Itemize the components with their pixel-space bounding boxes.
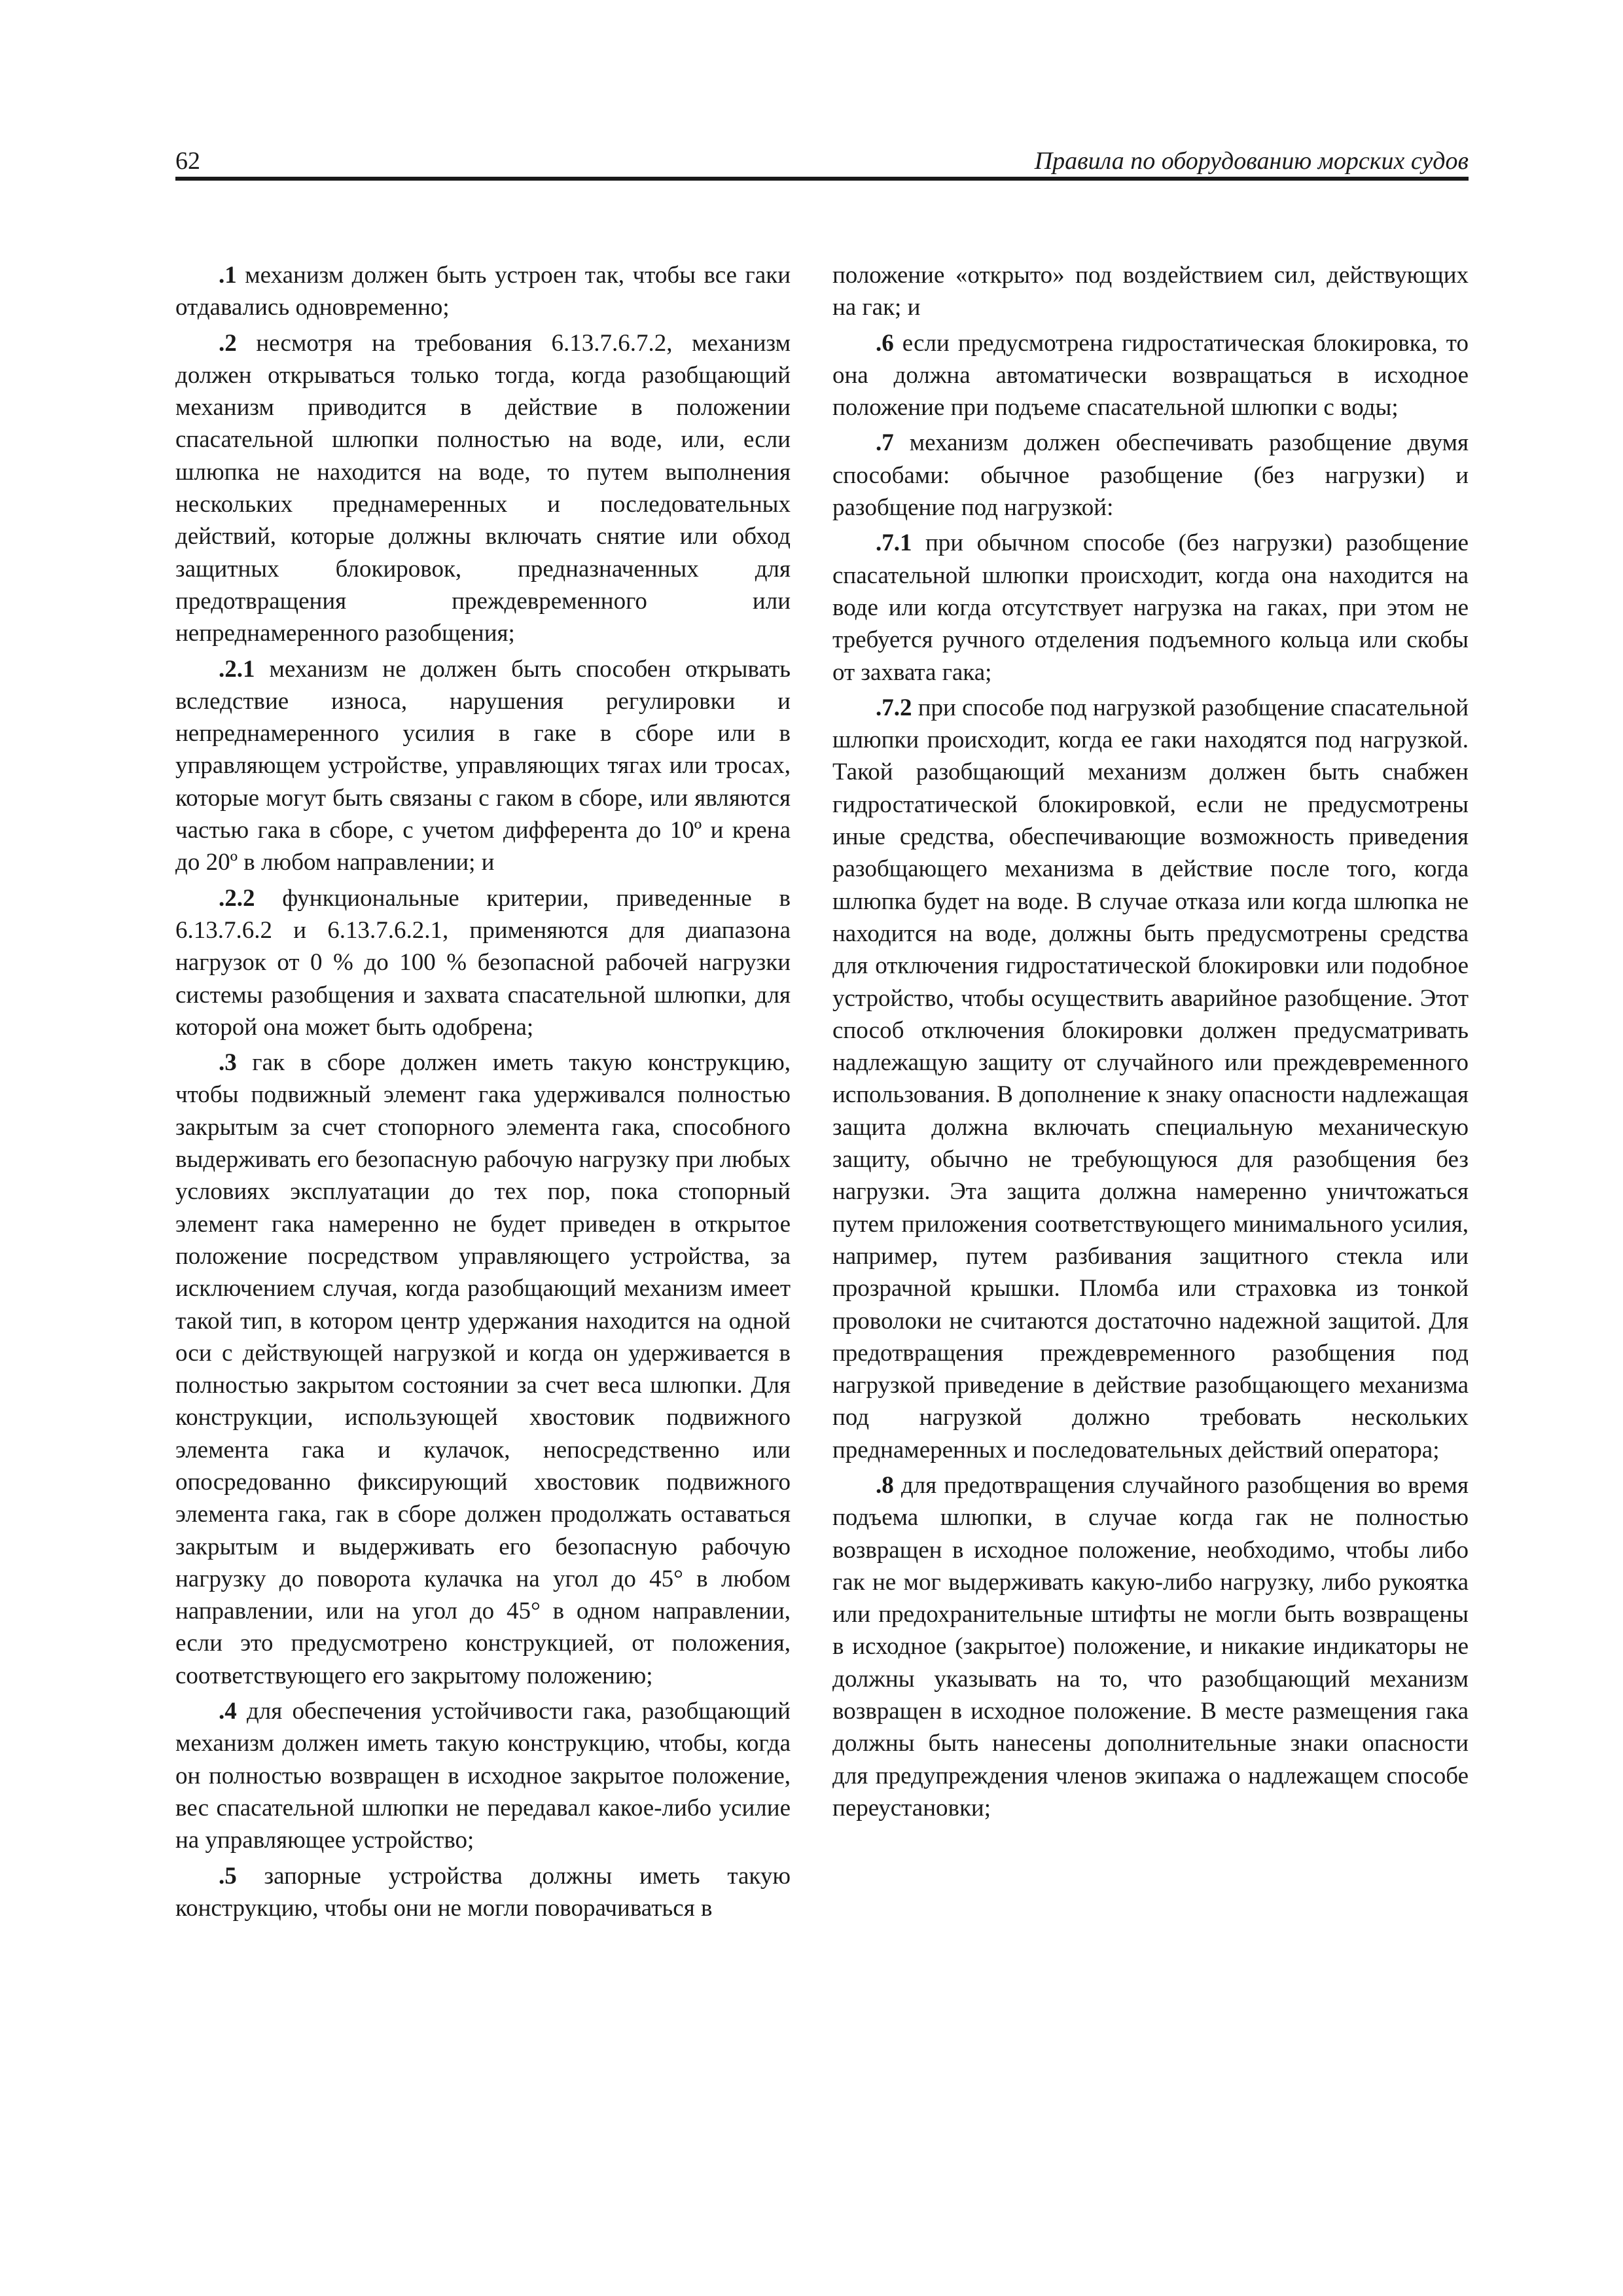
paragraph-8 [832, 1469, 1469, 1824]
paragraph-4 [175, 1695, 791, 1856]
item-number: .1 [219, 262, 237, 289]
item-number: .7.1 [876, 529, 912, 557]
page-header [175, 145, 1469, 179]
item-number: .4 [219, 1698, 237, 1725]
paragraph-text: механизм должен быть устроен так, чтобы все гаки отдавались одновременно; [175, 262, 791, 321]
paragraph-6 [832, 327, 1469, 424]
page-number: 62 [175, 147, 200, 175]
paragraph-text: запорные устройства должны иметь такую конструкцию, чтобы они не могли поворачиваться в [175, 1862, 791, 1922]
paragraph-7-2 [832, 692, 1469, 1466]
paragraph-5-continued [832, 259, 1469, 324]
paragraph-7 [832, 427, 1469, 524]
paragraph-7-1 [832, 527, 1469, 688]
item-number: .5 [219, 1862, 237, 1890]
paragraph-text: для предотвращения случайного разобщения во время подъема шлюпки, в случае когда гак не полностью возвращен в исходное положение, необходимо, чтобы либо гак не мог выдерживать какую-либо нагрузку, либо рукоятка или предохранительные штифты не могли быть возвращены в исходное (закрытое) положение, и никакие индикаторы не должны указывать на то, что разобщающий механизм возвращен в исходное положение. В месте размещения гака должны быть нанесены дополнительные знаки опасности для предупреждения членов экипажа о надлежащем способе переустановки; [832, 1471, 1469, 1821]
paragraph-2 [175, 327, 791, 650]
paragraph-text: механизм не должен быть способен открывать вследствие износа, нарушения регулировки и непреднамеренного усилия в гаке в сборе или в управляющем устройстве, управляющих тягах или тросах, которые могут быть связаны с гаком в сборе, или являются частью гака в сборе, с учетом дифферента до 10º и крена до 20º в любом направлении; и [175, 655, 791, 876]
item-number: .7.2 [876, 694, 912, 721]
paragraph-text: механизм должен обеспечивать разобщение двумя способами: обычное разобщение (без нагрузки) и разобщение под нагрузкой: [832, 429, 1469, 522]
item-number: .2.2 [219, 884, 255, 912]
item-number: .6 [876, 329, 894, 357]
paragraph-5 [175, 1860, 791, 1925]
running-title: Правила по оборудованию морских судов [1034, 147, 1469, 175]
paragraph-text: положение «открыто» под воздействием сил, действующих на гак; и [832, 262, 1469, 321]
item-number: .3 [219, 1049, 237, 1077]
right-column [832, 259, 1469, 1827]
paragraph-1 [175, 259, 791, 324]
paragraph-2-1 [175, 653, 791, 879]
paragraph-text: несмотря на требования 6.13.7.6.7.2, механизм должен открываться только тогда, когда разобщающий механизм приводится в действие в положении спасательной шлюпки полностью на воде, или, если шлюпка не находится на воде, то путем выполнения нескольких преднамеренных и последовательных действий, которые должны включать снятие или обход защитных блокировок, предназначенных для предотвращения преждевременного или непреднамеренного разобщения; [175, 329, 791, 647]
item-number: .2 [219, 329, 237, 357]
paragraph-3 [175, 1047, 791, 1692]
paragraph-text: гак в сборе должен иметь такую конструкцию, чтобы подвижный элемент гака удерживался полностью закрытым за счет стопорного элемента гака, способного выдерживать его безопасную рабочую нагрузку при любых условиях эксплуатации до тех пор, пока стопорный элемент гака намеренно не будет приведен в открытое положение посредством управляющего устройства, за исключением случая, когда разобщающий механизм имеет такой тип, в котором центр удержания находится на одной оси с действующей нагрузкой и когда он удерживается в полностью закрытом состоянии за счет веса шлюпки. Для конструкции, использующей хвостовик подвижного элемента гака и кулачок, непосредственно или опосредованно фиксирующий хвостовик подвижного элемента гака, гак в сборе должен продолжать оставаться закрытым и выдерживать его безопасную рабочую нагрузку до поворота кулачка на угол до 45° в любом направлении, или на угол до 45° в одном направлении, если это предусмотрено конструкцией, от положения, соответствующего его закрытому положению; [175, 1049, 791, 1689]
left-column [175, 259, 791, 1928]
item-number: .7 [876, 429, 894, 457]
item-number: .8 [876, 1471, 894, 1499]
paragraph-text: для обеспечения устойчивости гака, разобщающий механизм должен иметь такую конструкцию, чтобы, когда он полностью возвращен в исходное закрытое положение, вес спасательной шлюпки не передавал какое-либо усилие на управляющее устройство; [175, 1698, 791, 1854]
paragraph-text: если предусмотрена гидростатическая блокировка, то она должна автоматически возвращаться в исходное положение при подъеме спасательной шлюпки с воды; [832, 329, 1469, 422]
paragraph-text: функциональные критерии, приведенные в 6.13.7.6.2 и 6.13.7.6.2.1, применяются для диапазона нагрузок от 0 % до 100 % безопасной рабочей нагрузки системы разобщения и захвата спасательной шлюпки, для которой она может быть одобрена; [175, 884, 791, 1041]
paragraph-text: при способе под нагрузкой разобщение спасательной шлюпки происходит, когда ее гаки находятся под нагрузкой. Такой разобщающий механизм должен быть снабжен гидростатической блокировкой, если не предусмотрены иные средства, обеспечивающие возможность приведения разобщающего механизма в действие после того, когда шлюпка будет на воде. В случае отказа или когда шлюпка не находится на воде, должны быть предусмотрены средства для отключения гидростатической блокировки или подобное устройство, чтобы осуществить аварийное разобщение. Этот способ отключения блокировки должен предусматривать надлежащую защиту от случайного или преждевременного использования. В дополнение к знаку опасности надлежащая защита должна включать специальную механическую защиту, обычно не требующуюся для разобщения без нагрузки. Эта защита должна намеренно уничтожаться путем приложения соответствующего минимального усилия, например, путем разбивания защитного стекла или прозрачной крышки. Пломба или страховка из тонкой проволоки не считаются достаточно надежной защитой. Для предотвращения преждевременного разобщения под нагрузкой приведение в действие разобщающего механизма под нагрузкой должно требовать нескольких преднамеренных и последовательных действий оператора; [832, 694, 1469, 1463]
item-number: .2.1 [219, 655, 255, 683]
paragraph-2-2 [175, 882, 791, 1043]
paragraph-text: при обычном способе (без нагрузки) разобщение спасательной шлюпки происходит, когда она находится на воде или когда отсутствует нагрузка на гаках, при этом не требуется ручного отделения подъемного кольца или скобы от захвата гака; [832, 529, 1469, 686]
header-rule [175, 177, 1469, 181]
